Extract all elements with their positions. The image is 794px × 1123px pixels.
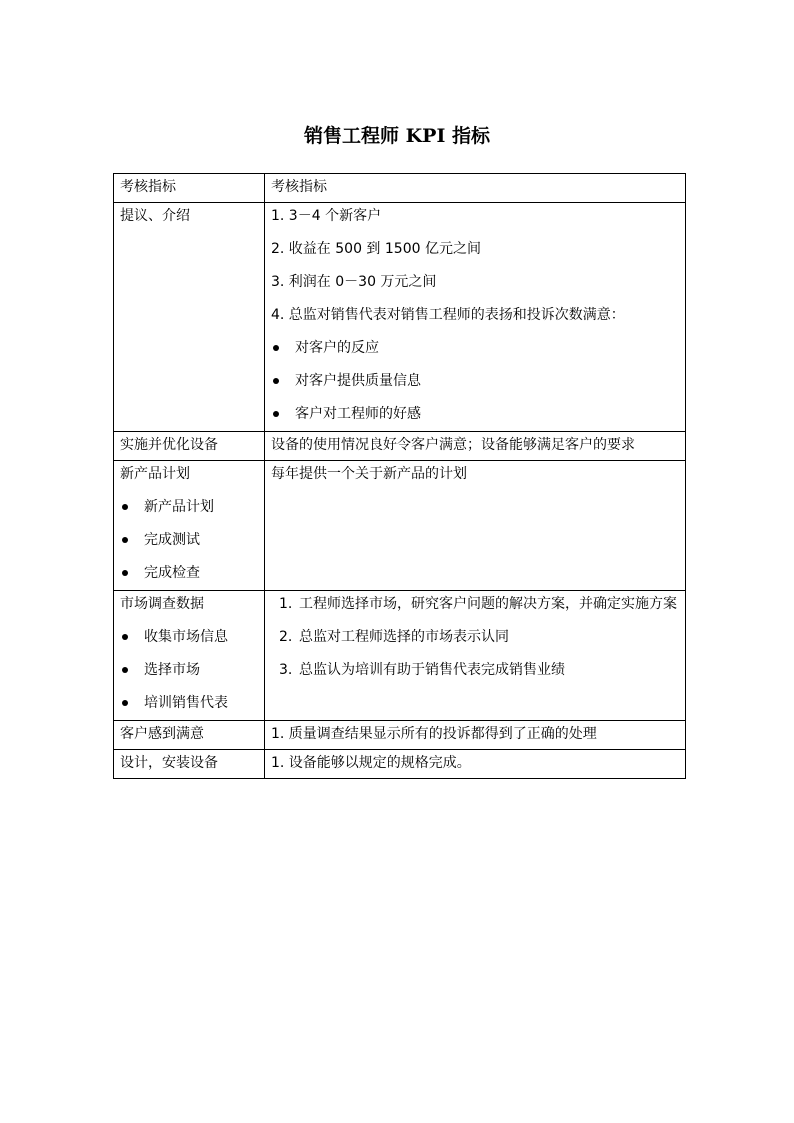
row-label [114,591,265,721]
table-header-row [114,174,686,203]
bullet-item: 客户对工程师的好感 [271,403,679,427]
bullet-dot-icon [122,504,128,510]
bullet-item: 对客户提供质量信息 [271,370,679,403]
bullet-item: 培训销售代表 [120,692,258,716]
row-label: 实施并优化设备 [114,432,265,461]
bullet-dot-icon [122,667,128,673]
row-label: 设计，安装设备 [114,750,265,779]
row-detail: 1. 质量调查结果显示所有的投诉都得到了正确的处理 [265,721,686,750]
kpi-table [113,173,686,779]
row-label-title: 市场调查数据 [120,596,204,612]
bullet-dot-icon [122,700,128,706]
list-item: 2. 收益在 500 到 1500 亿元之间 [271,241,481,257]
list-item: 3. 利润在 0－30 万元之间 [271,274,437,290]
table-row [114,461,686,591]
page-title: 销售工程师 KPI 指标 [304,125,490,147]
numbered-item: 2. 总监对工程师选择的市场表示认同 [279,629,509,645]
row-label-title: 新产品计划 [120,466,190,482]
table-row [114,721,686,750]
header-cell-indicator-detail: 考核指标 [265,174,686,203]
row-label [114,461,265,591]
table-row [114,591,686,721]
row-detail [265,203,686,432]
row-label: 提议、介绍 [114,203,265,432]
row-detail: 设备的使用情况良好令客户满意；设备能够满足客户的要求 [265,432,686,461]
bullet-item: 完成测试 [120,529,258,562]
list-item: 4. 总监对销售代表对销售工程师的表扬和投诉次数满意： [271,307,625,323]
row-detail: 每年提供一个关于新产品的计划 [265,461,686,591]
table-row [114,432,686,461]
bullet-dot-icon [273,411,279,417]
bullet-item: 完成检查 [120,562,258,586]
numbered-item: 1. 工程师选择市场，研究客户问题的解决方案，并确定实施方案 [279,596,677,612]
bullet-dot-icon [122,570,128,576]
bullet-item: 选择市场 [120,659,258,692]
list-item: 1. 3－4 个新客户 [271,208,382,224]
row-label: 客户感到满意 [114,721,265,750]
bullet-dot-icon [122,537,128,543]
bullet-dot-icon [273,345,279,351]
bullet-item: 对客户的反应 [271,337,679,370]
table-row [114,750,686,779]
bullet-dot-icon [273,378,279,384]
table-row [114,203,686,432]
header-cell-indicator: 考核指标 [114,174,265,203]
bullet-dot-icon [122,634,128,640]
bullet-item: 新产品计划 [120,496,258,529]
row-detail [265,591,686,721]
row-detail: 1. 设备能够以规定的规格完成。 [265,750,686,779]
bullet-item: 收集市场信息 [120,626,258,659]
numbered-item: 3. 总监认为培训有助于销售代表完成销售业绩 [279,662,565,678]
